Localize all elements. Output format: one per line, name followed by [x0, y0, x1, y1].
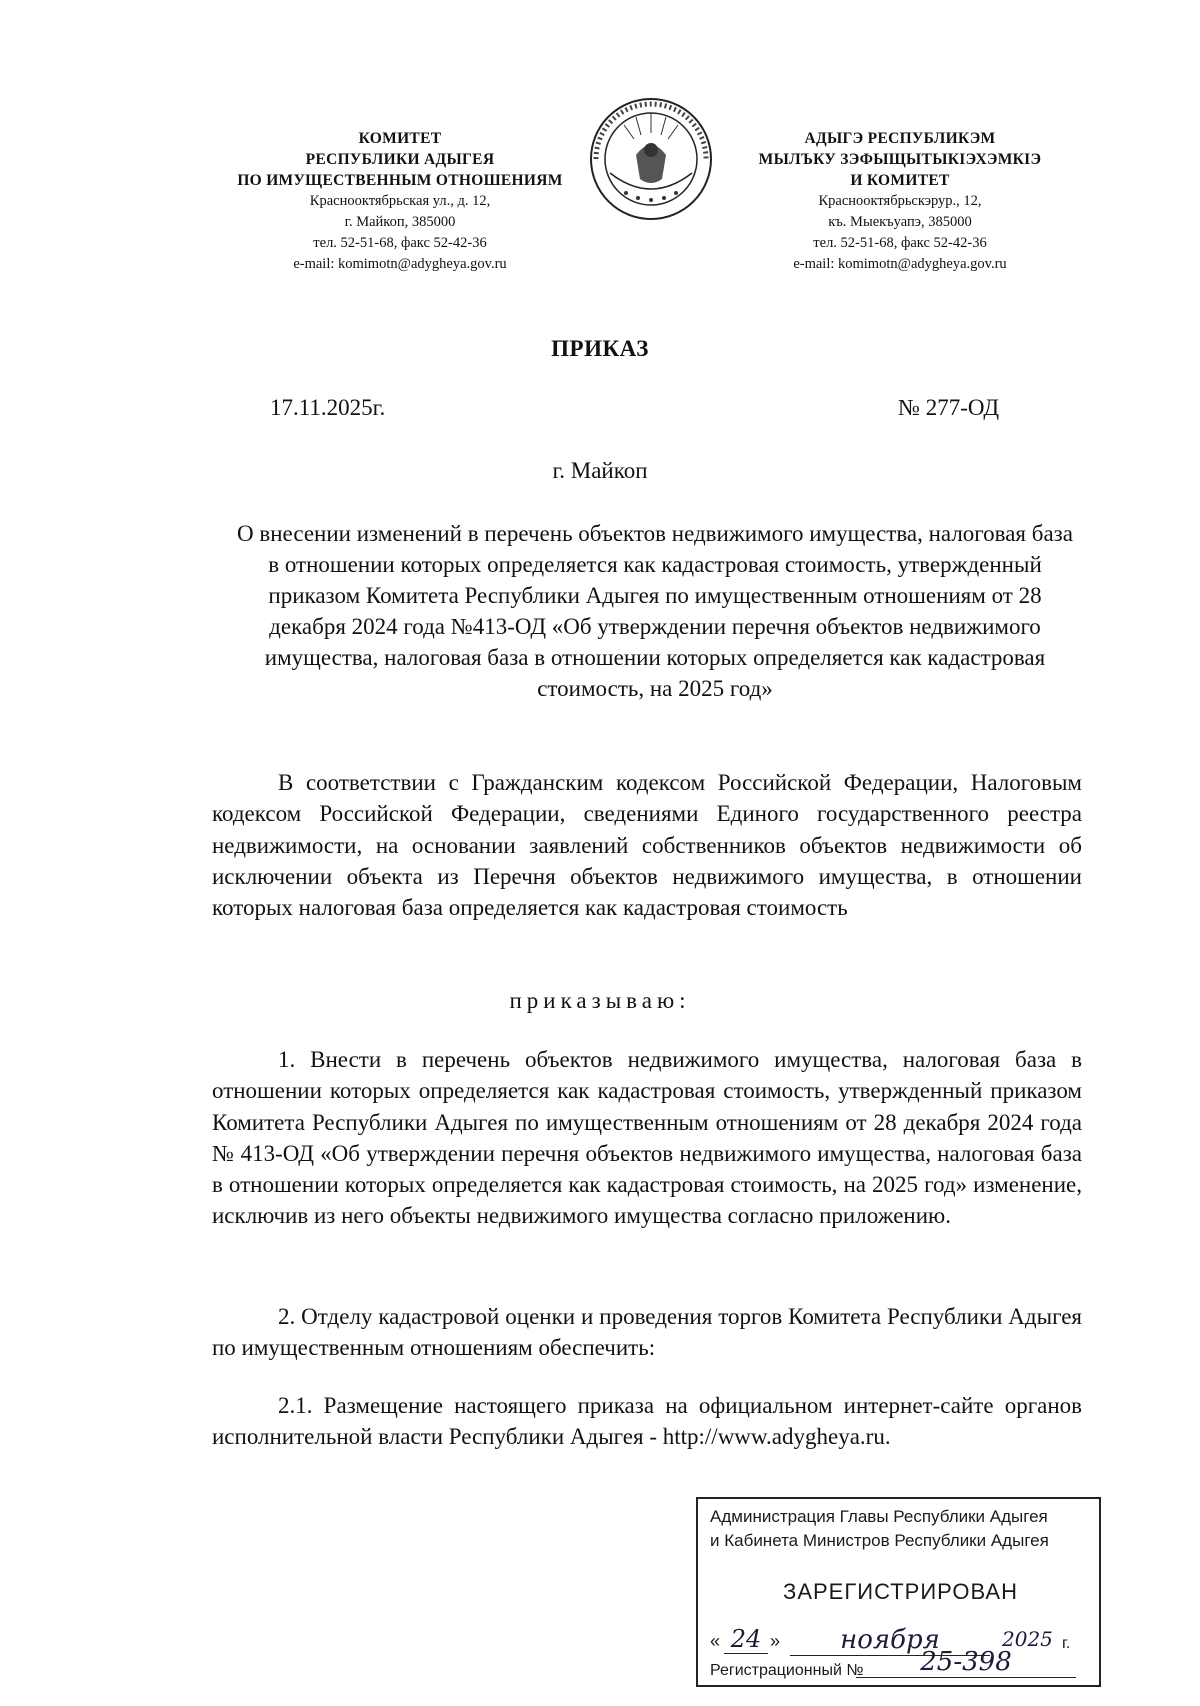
- stamp-day: 24: [724, 1625, 768, 1654]
- document-number: № 277-ОД: [898, 395, 1000, 420]
- stamp-reg-label: Регистрационный №: [710, 1662, 864, 1679]
- document-date: 17.11.2025г.: [270, 395, 386, 420]
- stamp-year: 2025: [1002, 1627, 1053, 1651]
- stamp-authority-line1: Администрация Главы Республики Адыгея: [710, 1507, 1048, 1526]
- org-name-line2: РЕСПУБЛИКИ АДЫГЕЯ: [305, 151, 495, 168]
- stamp-authority-line2: и Кабинета Министров Республики Адыгея: [710, 1531, 1049, 1550]
- intro-text: В соответствии с Гражданским кодексом Российской Федерации, Налоговым кодексом Российской Федерации, сведениями Единого государственного реестра недвижимости, на основании заявлений собственников объектов недвижимости об исключении объекта из Перечня объектов недвижимого имущества, в отношении которых налоговая база определяется как кадастровая стоимость: [212, 770, 1082, 921]
- stamp-status: ЗАРЕГИСТРИРОВАН: [783, 1579, 1018, 1604]
- order-item-2-1: [212, 1390, 1082, 1453]
- org-name-ady-line3: И КОМИТЕТ: [850, 172, 950, 189]
- document-city: г. Майкоп: [552, 458, 648, 483]
- stamp-month: ноября: [790, 1625, 990, 1656]
- org-phone: тел. 52-51-68, факс 52-42-36: [313, 235, 487, 251]
- org-name-line3: ПО ИМУЩЕСТВЕННЫМ ОТНОШЕНИЯМ: [237, 172, 563, 189]
- registration-stamp: [696, 1497, 1101, 1687]
- order-item-2-1-text: 2.1. Размещение настоящего приказа на официальном интернет-сайте органов исполнительной власти Республики Адыгея - http://www.adygheya.ru.: [212, 1393, 1082, 1450]
- org-address-line2: г. Майкоп, 385000: [344, 214, 456, 230]
- org-email-ady: e-mail: komimotn@adygheya.gov.ru: [793, 256, 1007, 272]
- org-phone-ady: тел. 52-51-68, факс 52-42-36: [813, 235, 987, 251]
- org-name-ady-line1: АДЫГЭ РЕСПУБЛИКЭМ: [804, 130, 996, 147]
- org-address-ady-line2: къ. Мыекъуапэ, 385000: [828, 214, 972, 230]
- org-email: e-mail: komimotn@adygheya.gov.ru: [293, 256, 507, 272]
- stamp-reg-number: 25-398: [856, 1647, 1076, 1678]
- order-item-2: [212, 1301, 1082, 1364]
- org-name-ady-line2: МЫЛЪКУ ЗЭФЫЩЫТЫКIЭХЭМКIЭ: [758, 151, 1042, 168]
- order-item-2-text: 2. Отделу кадастровой оценки и проведения торгов Комитета Республики Адыгея по имущественным отношениям обеспечить:: [212, 1304, 1082, 1361]
- stamp-year-suffix: г.: [1062, 1635, 1071, 1652]
- intro-paragraph: [212, 767, 1082, 923]
- order-item-1-text: 1. Внести в перечень объектов недвижимого имущества, налоговая база в отношении которых определяется как кадастровая стоимость, утвержденный приказом Комитета Республики Адыгея по имущественным отношениям от 28 декабря 2024 года № 413-ОД «Об утверждении перечня объектов недвижимого имущества, налоговая база в отношении которых определяется как кадастровая стоимость, на 2025 год» изменение, исключив из него объекты недвижимого имущества согласно приложению.: [212, 1047, 1082, 1229]
- document-title: ПРИКАЗ: [551, 336, 649, 361]
- org-name-line1: КОМИТЕТ: [358, 130, 442, 147]
- order-item-1: [212, 1044, 1082, 1232]
- stamp-open-quote: «: [710, 1631, 721, 1651]
- header-left: [200, 128, 600, 275]
- document-subject: О внесении изменений в перечень объектов недвижимого имущества, налоговая база в отношении которых определяется как кадастровая стоимость, утвержденный приказом Комитета Республики Адыгея по имущественным отношениям от 28 декабря 2024 года №413-ОД «Об утверждении перечня объектов недвижимого имущества, налоговая база в отношении которых определяется как кадастровая стоимость, на 2025 год»: [237, 521, 1073, 701]
- stamp-close-quote: »: [770, 1631, 781, 1651]
- org-address-line1: Краснооктябрьская ул., д. 12,: [309, 193, 491, 209]
- org-address-ady-line1: Краснооктябрьскэрур., 12,: [818, 193, 982, 209]
- header-right: [720, 128, 1080, 275]
- republic-emblem-icon: [586, 95, 716, 223]
- order-word: приказываю:: [509, 988, 691, 1013]
